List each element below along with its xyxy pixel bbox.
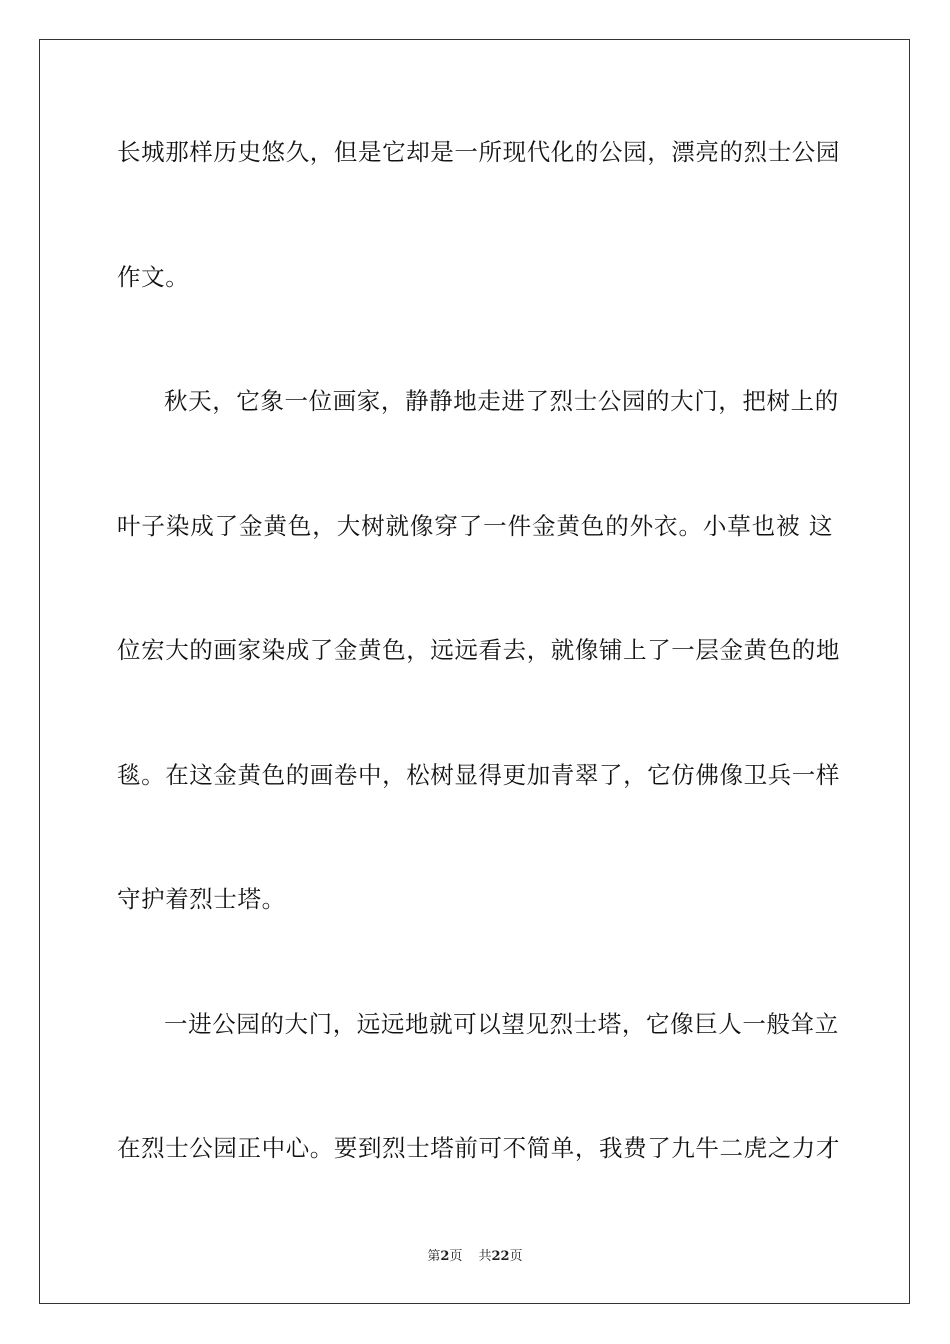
text-line-1: 长城那样历史悠久，但是它却是一所现代化的公园，漂亮的烈士公园 — [117, 138, 840, 166]
page-footer — [0, 1247, 950, 1267]
page-prefix: 第 — [427, 1249, 441, 1264]
total-prefix: 共 — [478, 1249, 492, 1264]
text-line-2: 作文。 — [117, 263, 190, 291]
text-line-3: 秋天，它象一位画家，静静地走进了烈士公园的大门，把树上的 — [164, 387, 839, 415]
text-line-7: 守护着烈士塔。 — [117, 885, 286, 913]
total-suffix: 页 — [509, 1249, 523, 1264]
text-line-5: 位宏大的画家染成了金黄色，远远看去，就像铺上了一层金黄色的地 — [117, 636, 840, 664]
total-pages: 22 — [491, 1249, 510, 1264]
text-line-8: 一进公园的大门，远远地就可以望见烈士塔，它像巨人一般耸立 — [164, 1010, 839, 1038]
page-suffix: 页 — [449, 1249, 463, 1264]
text-line-9: 在烈士公园正中心。要到烈士塔前可不简单，我费了九牛二虎之力才 — [117, 1134, 840, 1162]
text-line-6: 毯。在这金黄色的画卷中，松树显得更加青翠了，它仿佛像卫兵一样 — [117, 761, 840, 789]
page-border — [39, 39, 910, 1304]
page-number: 2 — [440, 1249, 450, 1264]
text-line-4: 叶子染成了金黄色，大树就像穿了一件金黄色的外衣。小草也被 这 — [117, 512, 833, 540]
